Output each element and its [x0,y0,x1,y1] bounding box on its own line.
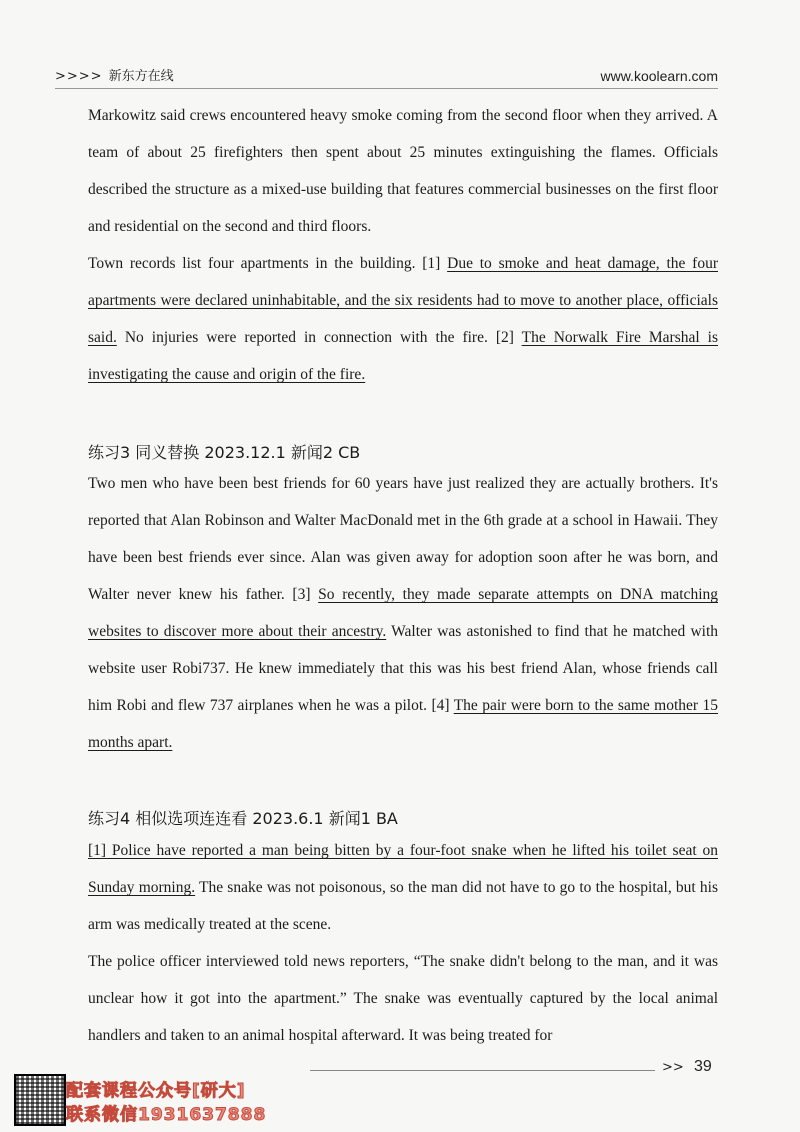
paragraph-text: Two men who have been best friends for 60 years have just realized they are actually brothers. It's reported that Alan Robinson and Walter MacDonald met in the 6th grade at a school in Hawaii. They have been best friends ever since. Alan was given away for adoption soon after he was born, and Walter never knew his father. [3] [88,475,718,603]
watermark-line-1: 配套课程公众号[研大] [66,1081,246,1101]
watermark-line-2: 联系微信1931637888 [66,1105,267,1125]
paragraph-text: Walter was astonished to find that he matched with website user Robi737. He knew immediately that this was his best friend Alan, whose friends call him Robi and flew 737 airplanes when he was a pilot. [4] [88,623,719,714]
paragraph-fire-1 [88,97,718,393]
paragraph-text: The snake was not poisonous, so the man did not have to go to the hospital, but his arm was medically treated at the scene. [88,879,718,933]
underlined-sentence-snake: [1] Police have reported a man being bitten by a four-foot snake when he lifted his toilet seat on Sunday morning. [88,842,718,896]
paragraph-text: Markowitz said crews encountered heavy smoke coming from the second floor when they arrived. A team of about 25 firefighters then spent about 25 minutes extinguishing the flames. Officials described the structure as a mixed-use building that features commercial businesses on the first floor and residential on the second and third floors. [88,107,718,235]
paragraph-text: The police officer interviewed told news reporters, “The snake didn't belong to the man, and it was unclear how it got into the apartment.” The snake was eventually captured by the local animal handlers and taken to an animal hospital afterward. It was being treated for [88,953,718,1044]
paragraph-text: Town records list four apartments in the building. [1] [88,255,448,272]
brand-arrows: >>>> [55,69,103,84]
site-url: www.koolearn.com [600,68,718,84]
underlined-sentence-3: So recently, they made separate attempts on DNA matching websites to discover more about their ancestry. [88,586,718,640]
brand [55,65,174,84]
underlined-sentence-1: Due to smoke and heat damage, the four apartments were declared uninhabitable, and the six residents had to move to another place, officials said. [88,255,718,346]
footer-arrows: >> [662,1060,684,1075]
page-number: 39 [694,1058,712,1075]
paragraph-brothers [88,465,718,761]
underlined-sentence-4: The pair were born to the same mother 15 months apart. [88,697,719,751]
paragraph-text: No injuries were reported in connection with the fire. [2] [116,329,522,346]
page-header [55,62,718,89]
section-heading-4: 练习4 相似选项连连看 2023.6.1 新闻1 BA [88,809,398,828]
footer-divider [310,1070,655,1071]
underlined-sentence-2: The Norwalk Fire Marshal is investigating the cause and origin of the fire. [88,329,719,383]
brand-name: 新东方在线 [108,69,174,84]
paragraph-snake [88,832,718,1054]
qr-code-icon [14,1074,66,1126]
section-heading-3: 练习3 同义替换 2023.12.1 新闻2 CB [88,443,361,462]
